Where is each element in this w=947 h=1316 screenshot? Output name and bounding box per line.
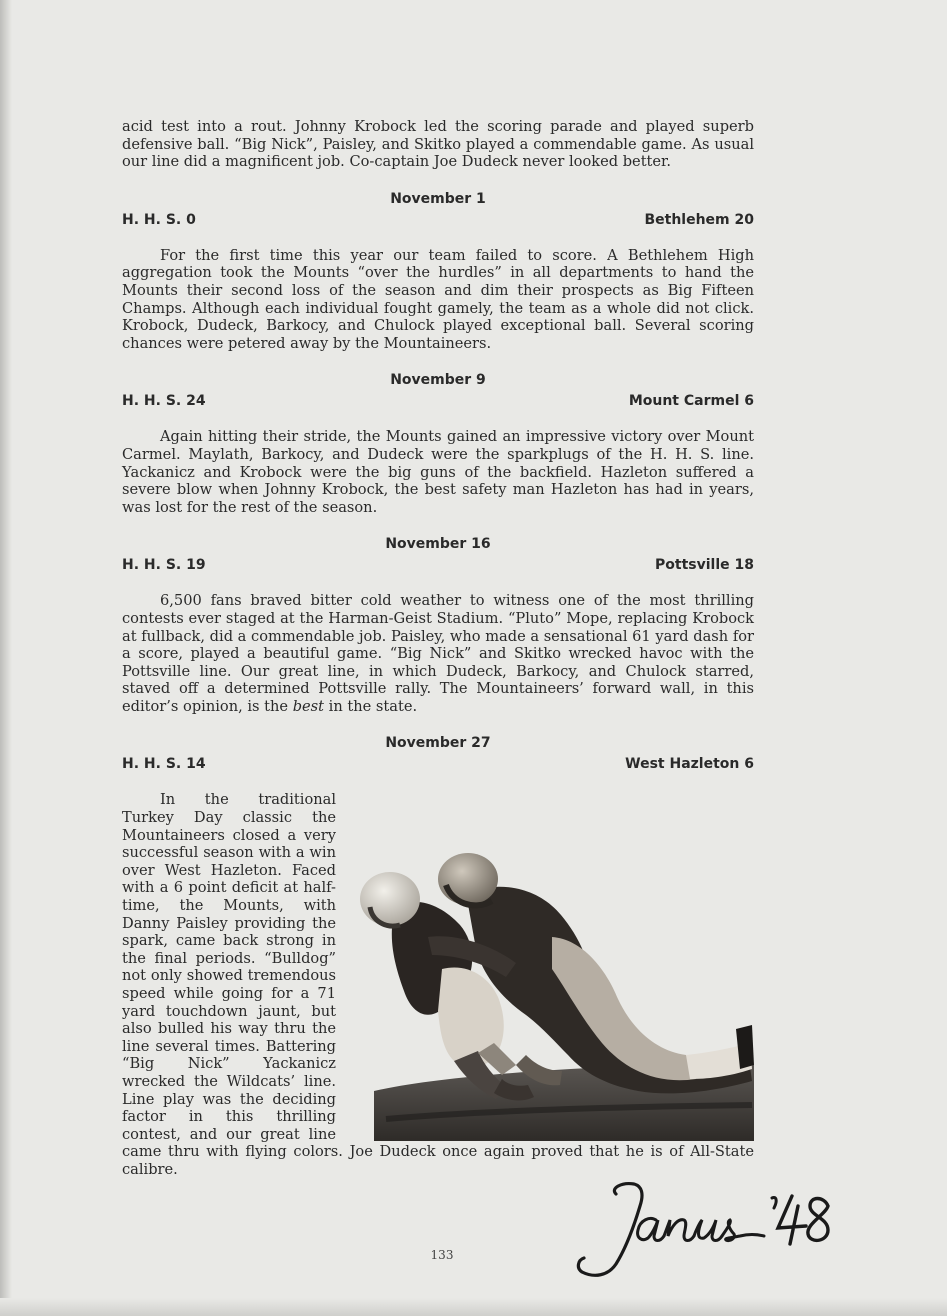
yearbook-signature [570,1172,840,1282]
emphasis-word: best [292,697,325,715]
page-number: 133 [430,1248,454,1262]
game-date: November 1 [390,190,486,207]
game-recap: Again hitting their stride, the Mounts gained an impressive victory over Mount Carmel. Maylath, Barkocy, and Dudeck were the sparkplugs of the H. H. S. line. Yackanicz and Krobock were the big guns of the backfield. Hazleton suffered a severe blow when Johnny Krobock, the best safety man Hazleton has had in years, was lost for the rest of the season. [122,428,754,516]
game-recap: For the first time this year our team failed to score. A Bethlehem High aggregation took the Mounts “over the hurdles” in all departments to hand the Mounts their second loss of the season and dim their prospects as Big Fifteen Champs. Although each individual fought gamely, the team as a whole did not click. Krobock, Dudeck, Barkocy, and Chulock played exceptional ball. Several scoring chances were petered away by the Mountaineers. [122,246,754,352]
recap-text-end: in the state. [324,697,418,715]
recap-text: 6,500 fans braved bitter cold weather to witness one of the most thrilling contests ever staged at the Harman-Geist Stadium. “Pluto” Mope, replacing Krobock at fullback, did a commendable job. Paisley, who made a sensational 61 yard dash for a score, played a beautiful game. “Big Nick” and Skitko wrecked havoc with the Pottsville line. Our great line, in which Dudeck, Barkocy, and Chulock starred, staved off a determined Pottsville rally. The Mountaineers’ forward wall, in this editor’s opinion, is the [122,592,754,715]
game-header-november-1 [122,191,754,231]
opponent-score: Bethlehem 20 [644,211,754,228]
game-date: November 27 [385,735,491,752]
game-header-november-9 [122,372,754,412]
home-score: H. H. S. 24 [122,393,206,410]
intro-paragraph: acid test into a rout. Johnny Krobock led the scoring parade and played superb defensive ball. “Big Nick”, Paisley, and Skitko played a commendable game. As usual our line did a magnificent job. Co-captain Joe Dudeck never looked better. [122,118,754,171]
football-tackle-photo [356,829,754,1141]
home-score: H. H. S. 0 [122,211,196,228]
game-date: November 9 [390,372,486,389]
opponent-score: Pottsville 18 [655,557,754,574]
article-body [122,118,754,1179]
football-tackle-photo-icon [356,829,754,1141]
opponent-score: West Hazleton 6 [625,756,754,773]
home-score: H. H. S. 19 [122,557,206,574]
game-header-november-16 [122,536,754,576]
home-score: H. H. S. 14 [122,756,206,773]
janus-48-logo-icon [570,1172,840,1282]
page-binding-edge [0,0,12,1316]
game-date: November 16 [385,536,491,553]
game-recap [122,592,754,715]
game-header-november-27 [122,735,754,775]
opponent-score: Mount Carmel 6 [628,393,754,410]
final-game-section [122,791,754,1178]
page-bottom-edge [0,1298,947,1316]
game-recap: In the traditional Turkey Day classic the Mountaineers closed a very successful season with a win over West Hazleton. Faced with a 6 point deficit at half-time, the Mounts, with Danny Paisley providing the spark, came back strong in the final periods. “Bulldog” not only showed tremendous speed while going for a 71 yard touchdown jaunt, but also bulled his way thru the line several times. Battering “Big Nick” Yackanicz wrecked the Wildcats’ line. Line play was the deciding factor in this thrilling contest, and our great line came thru with flying colors. Joe Dudeck once again proved that he is of All-State calibre. [122,791,754,1178]
